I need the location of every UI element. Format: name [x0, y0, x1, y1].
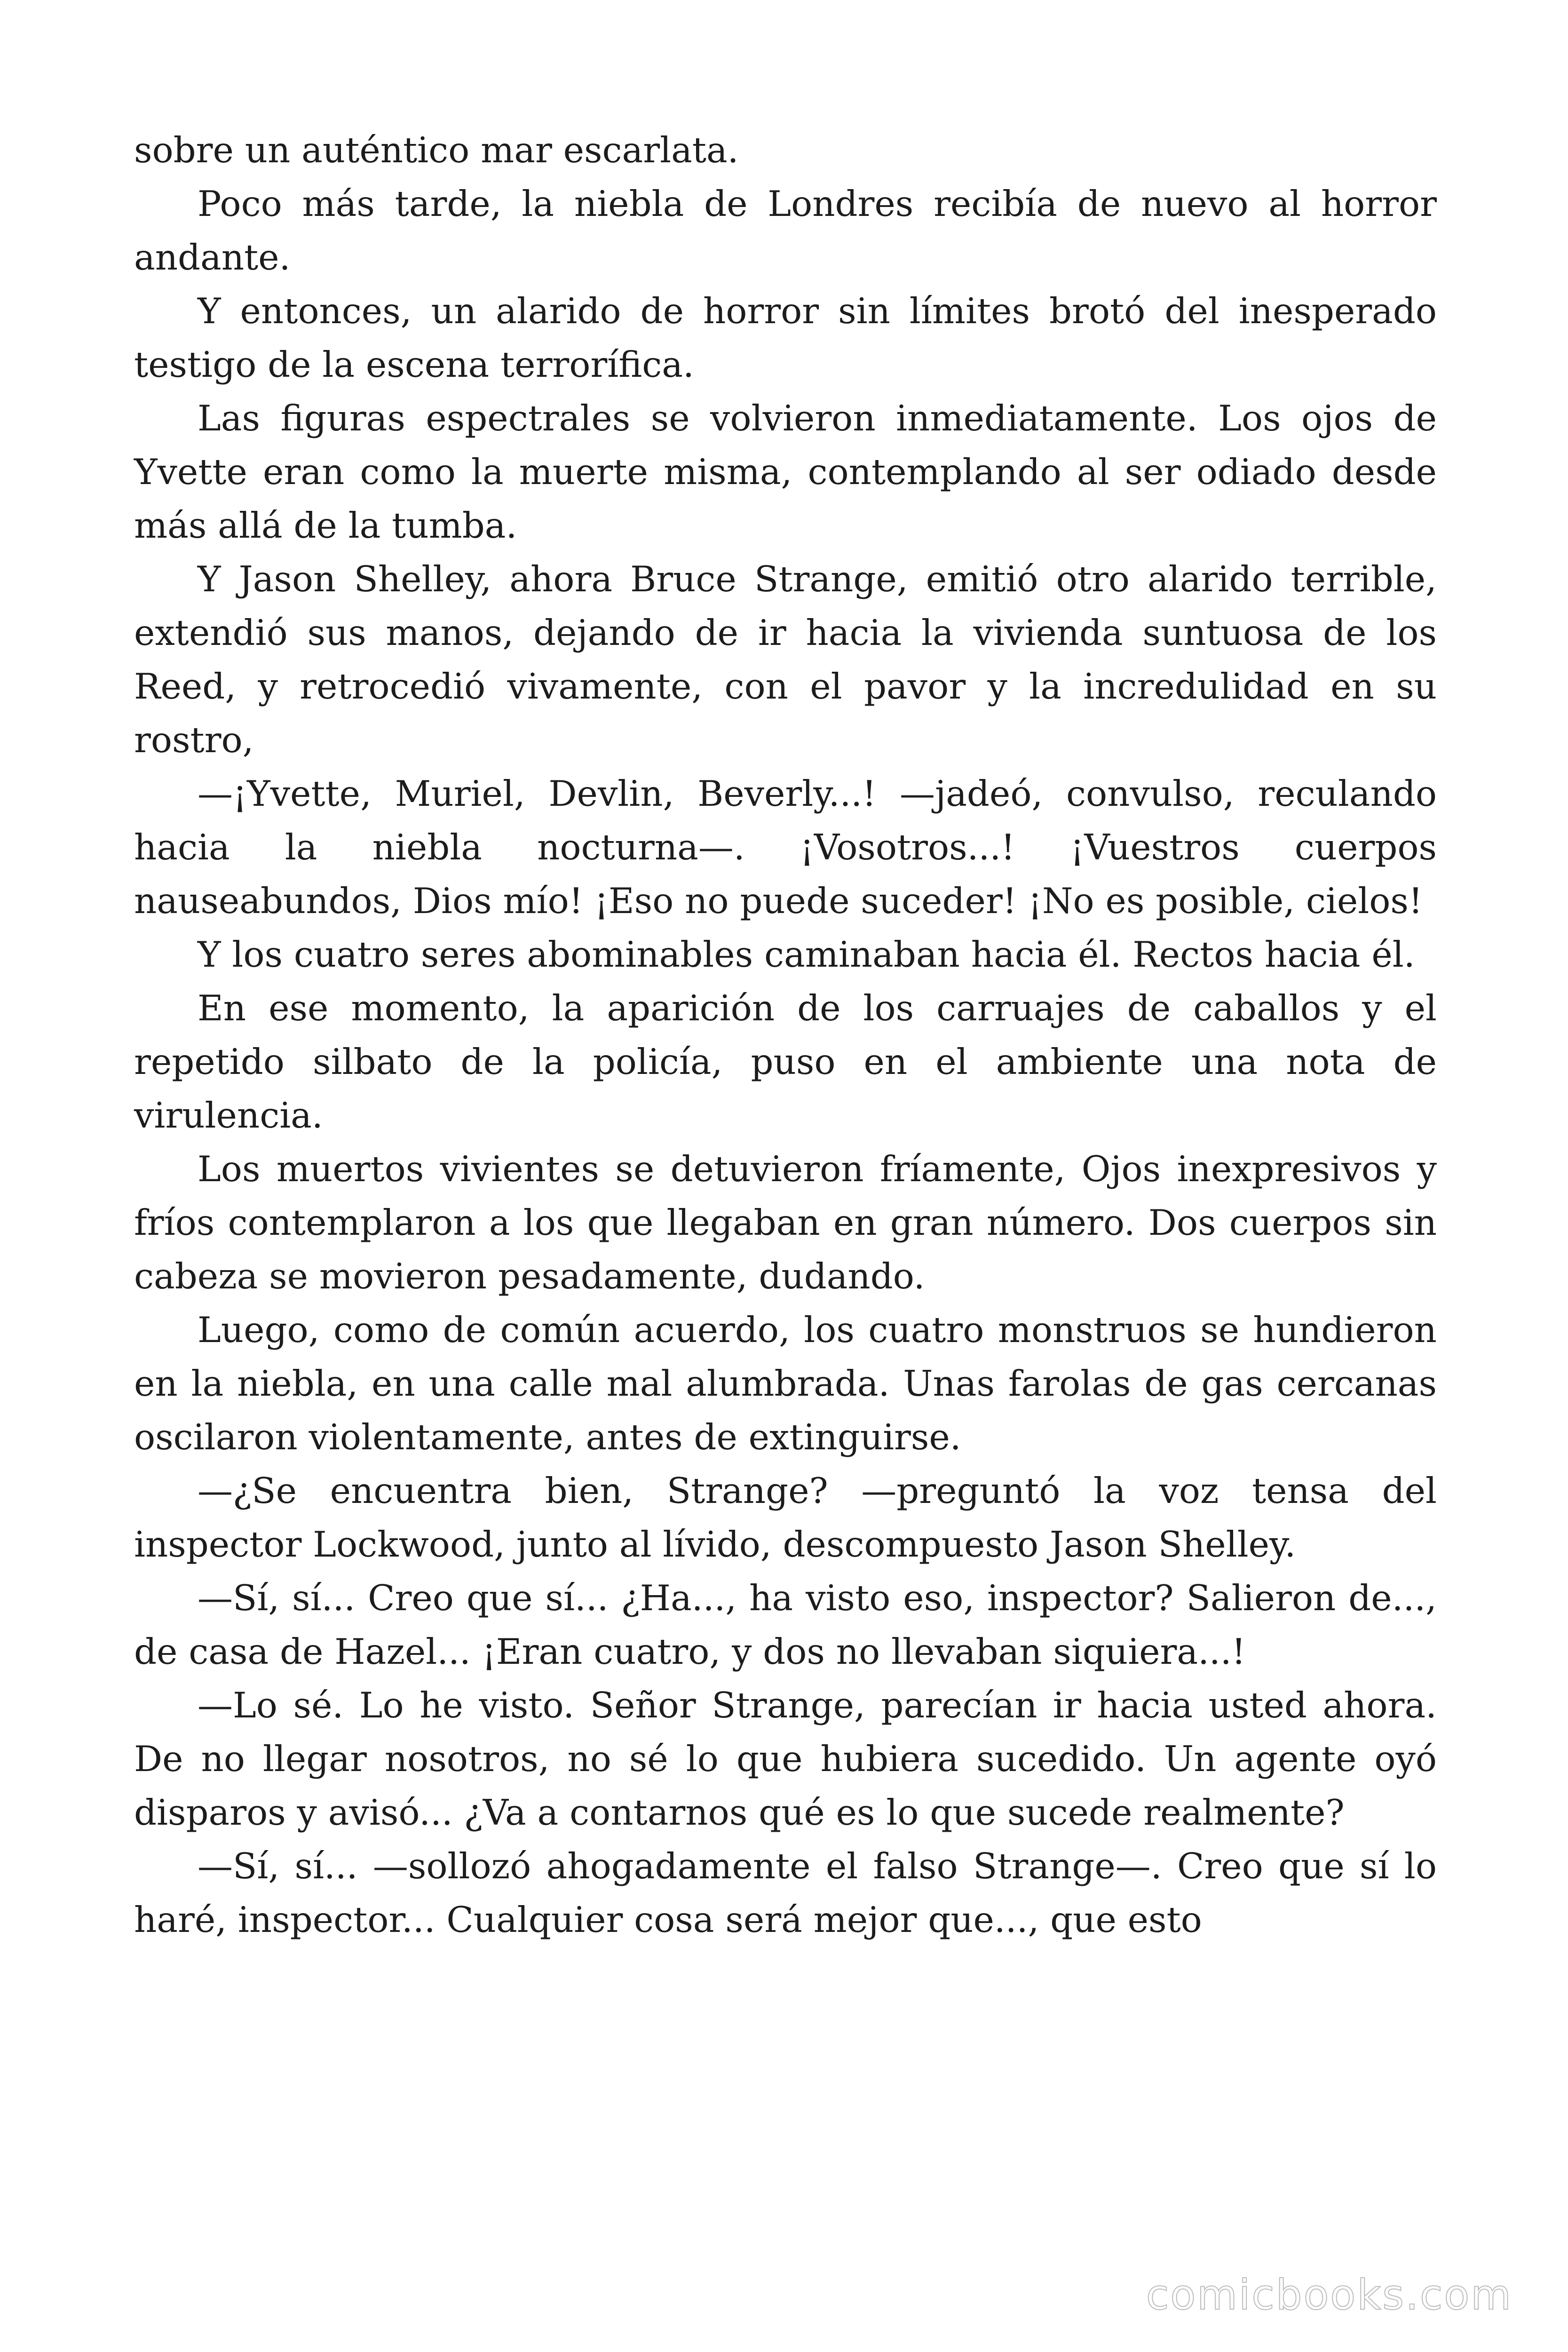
paragraph: —¡Yvette, Muriel, Devlin, Beverly...! —jadeó, convulso, reculando hacia la niebla nocturna—. ¡Vosotros...! ¡Vuestros cuerpos nauseabundos, Dios mío! ¡Eso no puede suceder! ¡No es posible, cielos! — [134, 773, 1437, 922]
paragraph: Luego, como de común acuerdo, los cuatro monstruos se hundieron en la niebla, en una calle mal alumbrada. Unas farolas de gas cercanas oscilaron violentamente, antes de extinguirse. — [134, 1309, 1437, 1458]
paragraph: Y Jason Shelley, ahora Bruce Strange, emitió otro alarido terrible, extendió sus manos, dejando de ir hacia la vivienda suntuosa de los Reed, y retrocedió vivamente, con el pavor y la incredulidad en su rostro, — [134, 558, 1437, 761]
paragraph: —Sí, sí... Creo que sí... ¿Ha..., ha visto eso, inspector? Salieron de..., de casa de Hazel... ¡Eran cuatro, y dos no llevaban siquiera...! — [134, 1577, 1437, 1672]
paragraph: Las figuras espectrales se volvieron inmediatamente. Los ojos de Yvette eran como la muerte misma, contemplando al ser odiado desde más allá de la tumba. — [134, 397, 1437, 546]
paragraph: Poco más tarde, la niebla de Londres recibía de nuevo al horror andante. — [134, 183, 1437, 278]
paragraph: Los muertos vivientes se detuvieron fríamente, Ojos inexpresivos y fríos contemplaron a los que llegaban en gran número. Dos cuerpos sin cabeza se movieron pesadamente, dudando. — [134, 1148, 1437, 1297]
paragraph: Y entonces, un alarido de horror sin límites brotó del inesperado testigo de la escena terrorífica. — [134, 290, 1437, 385]
paragraph: En ese momento, la aparición de los carruajes de caballos y el repetido silbato de la policía, puso en el ambiente una nota de virulencia. — [134, 987, 1437, 1136]
paragraph: —Lo sé. Lo he visto. Señor Strange, parecían ir hacia usted ahora. De no llegar nosotros, no sé lo que hubiera sucedido. Un agente oyó disparos y avisó... ¿Va a contarnos qué es lo que sucede realmente? — [134, 1685, 1437, 1833]
paragraph: sobre un auténtico mar escarlata. — [134, 129, 739, 171]
paragraph: —Sí, sí... —sollozó ahogadamente el falso Strange—. Creo que sí lo haré, inspector... Cualquier cosa será mejor que..., que esto — [134, 1845, 1437, 1940]
watermark-logo: comicbooks.com — [1146, 2271, 1513, 2319]
paragraph: Y los cuatro seres abominables caminaban hacia él. Rectos hacia él. — [198, 934, 1415, 975]
text-block — [134, 123, 1437, 1947]
paragraph: —¿Se encuentra bien, Strange? —preguntó la voz tensa del inspector Lockwood, junto al lívido, descompuesto Jason Shelley. — [134, 1470, 1437, 1565]
